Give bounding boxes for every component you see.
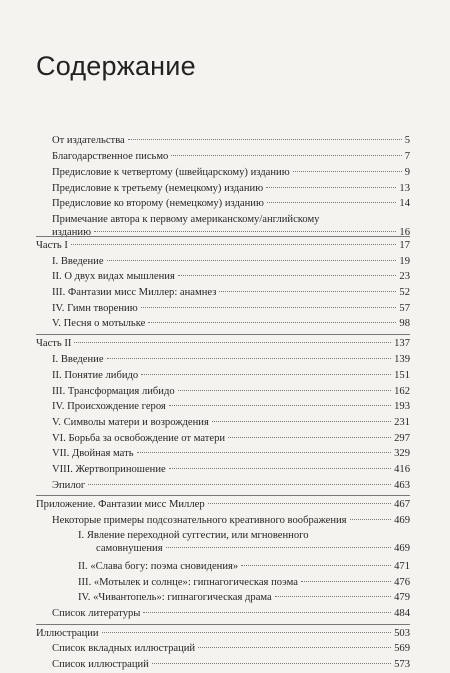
toc-entry-title: Примечание автора к первому американскому/английскому [52,214,320,225]
toc-entry-title-cont: изданию [52,227,92,238]
toc-entry[interactable] [78,576,410,589]
dot-leader [228,437,391,438]
dot-leader [71,244,396,245]
divider [36,236,410,237]
toc-entry-page: 416 [394,464,410,475]
toc-entry-title: II. «Слава богу: поэма сновидения» [78,561,239,572]
dot-leader [241,565,391,566]
toc-entry[interactable] [52,134,410,147]
toc-entry-title: Предисловие к четвертому (швейцарскому) изданию [52,167,290,178]
toc-entry-page: 193 [394,401,410,412]
toc-entry-page: 463 [394,480,410,491]
toc-entry[interactable] [52,270,410,283]
dot-leader [301,581,391,582]
toc-entry-page: 98 [399,318,410,329]
toc-entry-title: II. О двух видах мышления [52,271,175,282]
toc-entry-title: III. «Мотылек и солнце»: гипнагогическая поэма [78,577,298,588]
toc-entry-title: V. Песня о мотыльке [52,318,146,329]
toc-entry-title: VIII. Жертвоприношение [52,464,166,475]
toc-entry[interactable] [52,514,410,527]
dot-leader [267,202,397,203]
dot-leader [178,275,397,276]
dot-leader [143,612,391,613]
dot-leader [212,421,391,422]
toc-entry[interactable] [52,416,410,429]
toc-entry-title: Часть II [36,338,72,349]
toc-entry-title: I. Явление переходной суггестии, или мгновенного [78,530,309,541]
toc-entry-title: Приложение. Фантазии мисс Миллер [36,499,205,510]
toc-entry-page: 469 [394,515,410,526]
divider [36,495,410,496]
toc-entry-title: Предисловие ко второму (немецкому) изданию [52,198,264,209]
toc-entry[interactable] [52,400,410,413]
dot-leader [152,663,391,664]
toc-entry-page: 484 [394,608,410,619]
toc-entry-page: 7 [404,151,410,162]
toc-entry-page: 467 [394,499,410,510]
toc-entry-page: 329 [394,448,410,459]
toc-entry-page: 469 [394,543,410,554]
dot-leader [171,155,401,156]
toc-entry-page: 297 [394,433,410,444]
toc-entry-title: I. Введение [52,256,104,267]
toc-entry-page: 573 [394,659,410,670]
dot-leader [293,171,402,172]
divider [36,624,410,625]
toc-part[interactable] [36,337,410,350]
toc-entry[interactable] [52,166,410,179]
toc-entry-title: IV. Происхождение героя [52,401,166,412]
toc-part[interactable] [36,498,410,511]
dot-leader [275,596,391,597]
toc-entry[interactable] [52,353,410,366]
toc-entry-title: IV. Гимн творению [52,303,138,314]
page-title: Содержание [36,51,196,81]
toc-entry[interactable] [52,150,410,163]
toc-entry[interactable] [78,560,410,573]
toc-entry-title: Благодарственное письмо [52,151,169,162]
toc-entry-page: 231 [394,417,410,428]
divider [36,334,410,335]
toc-entry[interactable] [52,317,410,330]
toc-entry[interactable] [52,642,410,655]
toc-entry-page: 503 [394,628,410,639]
toc-entry[interactable] [52,302,410,315]
toc-entry-title: III. Трансформация либидо [52,386,175,397]
toc-entry-page: 479 [394,592,410,603]
dot-leader [102,632,392,633]
toc-entry-page: 13 [399,183,410,194]
toc-entry-title: Предисловие к третьему (немецкому) изданию [52,183,264,194]
dot-leader [208,503,391,504]
dot-leader [166,547,392,548]
toc-entry-page: 476 [394,577,410,588]
dot-leader [266,187,396,188]
toc-entry-title: IV. «Чивантопель»: гипнагогическая драма [78,592,272,603]
toc-entry[interactable] [52,607,410,620]
toc-entry-title: От издательства [52,135,125,146]
toc-entry-page: 569 [394,643,410,654]
dot-leader [107,260,397,261]
dot-leader [350,519,392,520]
toc-entry-title: I. Введение [52,354,104,365]
toc-entry-title: Эпилог [52,480,86,491]
dot-leader [74,342,391,343]
toc-entry-page: 14 [399,198,410,209]
toc-entry-title: II. Понятие либидо [52,370,139,381]
dot-leader [169,405,391,406]
toc-entry[interactable] [78,529,410,555]
toc-part[interactable] [36,239,410,252]
toc-entry-title-cont: самовнушения [96,543,163,554]
toc-entry-page: 52 [399,287,410,298]
toc-entry-page: 151 [394,370,410,381]
toc-entry[interactable] [52,385,410,398]
dot-leader [169,468,391,469]
toc-entry[interactable] [52,369,410,382]
toc-entry[interactable] [52,658,410,671]
toc-entry-title: Список литературы [52,608,141,619]
toc-entry[interactable] [52,447,410,460]
dot-leader [148,322,396,323]
dot-leader [198,647,391,648]
toc-entry[interactable] [78,591,410,604]
toc-entry[interactable] [52,479,410,492]
toc-entry[interactable] [52,463,410,476]
dot-leader [94,231,396,232]
toc-entry-page: 23 [399,271,410,282]
dot-leader [178,390,391,391]
dot-leader [128,139,402,140]
toc-entry[interactable] [52,255,410,268]
toc-part[interactable] [36,627,410,640]
toc-entry-title: III. Фантазии мисс Миллер: анамнез [52,287,217,298]
toc-entry-title: Список вкладных иллюстраций [52,643,196,654]
toc-entry[interactable] [52,432,410,445]
toc-entry-page: 57 [399,303,410,314]
dot-leader [141,307,397,308]
dot-leader [88,484,391,485]
toc-entry-title: Список иллюстраций [52,659,149,670]
dot-leader [141,374,391,375]
toc-entry[interactable] [52,197,410,210]
toc-entry-title: Некоторые примеры подсознательного креативного воображения [52,515,347,526]
toc-entry-page: 471 [394,561,410,572]
toc-entry-page: 16 [399,227,410,238]
toc-entry-page: 17 [399,240,410,251]
toc-entry-title: VII. Двойная мать [52,448,134,459]
toc-entry-page: 139 [394,354,410,365]
toc-entry-title: Часть I [36,240,68,251]
toc-entry-title: Иллюстрации [36,628,99,639]
toc-entry-page: 5 [404,135,410,146]
dot-leader [107,358,392,359]
toc-entry-page: 137 [394,338,410,349]
toc-entry[interactable] [52,286,410,299]
toc-entry-title: VI. Борьба за освобождение от матери [52,433,226,444]
toc-entry[interactable] [52,182,410,195]
toc-entry-title: V. Символы матери и возрождения [52,417,209,428]
toc-entry-page: 19 [399,256,410,267]
toc-entry-page: 162 [394,386,410,397]
dot-leader [137,452,392,453]
toc-entry-page: 9 [404,167,410,178]
dot-leader [219,291,396,292]
